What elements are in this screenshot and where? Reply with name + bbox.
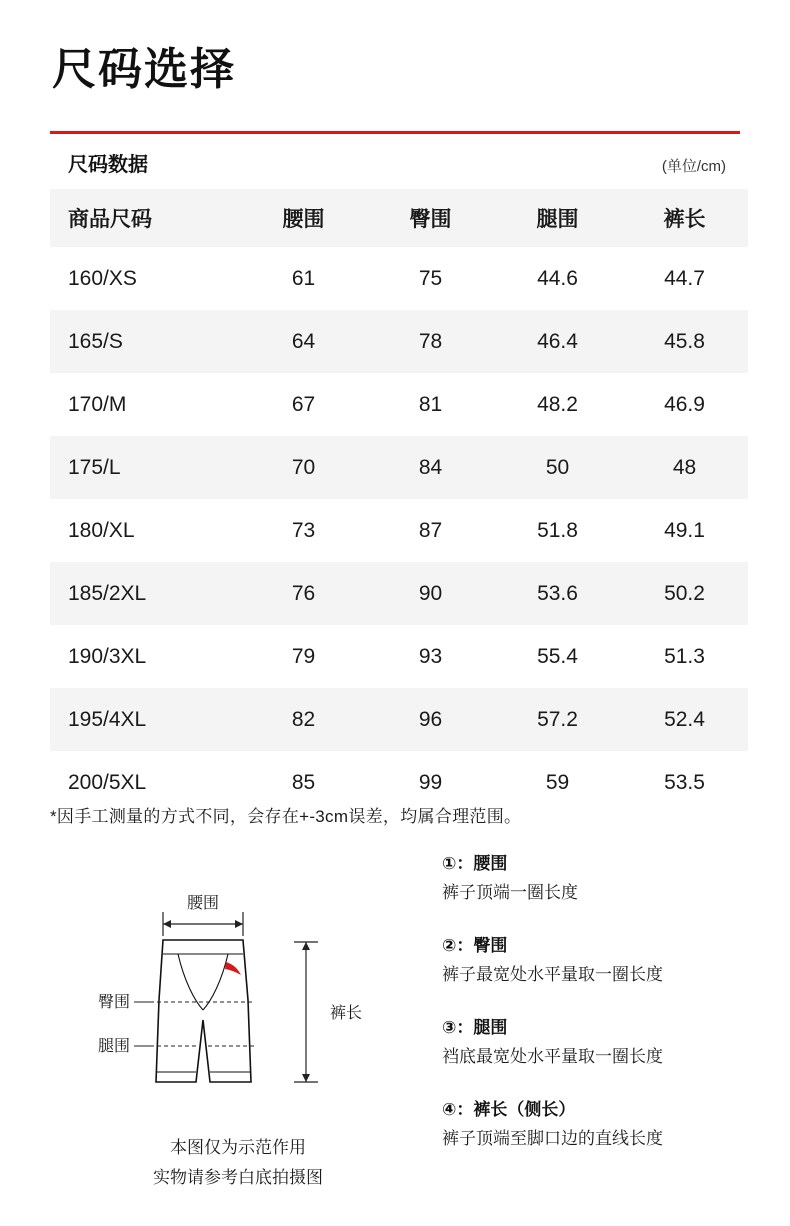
shorts-diagram-svg bbox=[58, 850, 418, 1180]
cell-size: 190/3XL bbox=[68, 644, 147, 668]
legend-desc-hip: 裤子最宽处水平量取一圈长度 bbox=[442, 965, 663, 984]
measurement-note: *因手工测量的方式不同，会存在+-3cm误差，均属合理范围。 bbox=[50, 807, 522, 826]
legend-head-leg: ③：腿围 bbox=[442, 1018, 508, 1037]
cell-length: 50.2 bbox=[664, 581, 705, 605]
legend-desc-length: 裤子顶端至脚口边的直线长度 bbox=[442, 1129, 663, 1148]
cell-length: 52.4 bbox=[664, 707, 705, 731]
cell-size: 165/S bbox=[68, 329, 123, 353]
cell-hip: 96 bbox=[418, 707, 443, 731]
cell-size: 195/4XL bbox=[68, 707, 147, 731]
cell-size: 180/XL bbox=[68, 518, 135, 542]
table-row bbox=[50, 562, 748, 625]
cell-size: 175/L bbox=[68, 455, 121, 479]
length-dimension-arrow bbox=[294, 942, 318, 1082]
hip-label: 臀围 bbox=[97, 994, 130, 1011]
cell-hip: 90 bbox=[418, 581, 443, 605]
cell-hip: 93 bbox=[418, 644, 443, 668]
cell-hip: 84 bbox=[418, 455, 443, 479]
table-row bbox=[50, 373, 748, 436]
table-row bbox=[50, 436, 748, 499]
cell-leg: 51.8 bbox=[537, 518, 578, 542]
legend-head-length: ④：裤长（侧长） bbox=[442, 1100, 576, 1119]
table-row bbox=[50, 310, 748, 373]
cell-hip: 75 bbox=[418, 266, 443, 290]
legend-desc-leg: 裆底最宽处水平量取一圈长度 bbox=[442, 1047, 663, 1066]
cell-waist: 73 bbox=[291, 518, 316, 542]
cell-waist: 82 bbox=[291, 707, 316, 731]
cell-length: 46.9 bbox=[664, 392, 705, 416]
cell-waist: 67 bbox=[291, 392, 316, 416]
cell-hip: 99 bbox=[418, 770, 443, 794]
table-caption: 尺码数据 bbox=[68, 154, 148, 176]
cell-waist: 76 bbox=[291, 581, 316, 605]
legend-item-waist bbox=[442, 850, 762, 908]
table-row bbox=[50, 499, 748, 562]
cell-size: 160/XS bbox=[68, 266, 137, 290]
cell-leg: 59 bbox=[545, 770, 570, 794]
table-caption-row bbox=[50, 134, 740, 189]
column-header-size: 商品尺码 bbox=[68, 208, 152, 231]
measurement-legend bbox=[442, 850, 762, 1178]
legend-desc-waist: 裤子顶端一圈长度 bbox=[442, 883, 578, 902]
column-header-leg: 腿围 bbox=[536, 208, 579, 231]
cell-waist: 64 bbox=[291, 329, 316, 353]
size-table bbox=[50, 189, 748, 814]
cell-leg: 50 bbox=[545, 455, 570, 479]
cell-length: 45.8 bbox=[664, 329, 705, 353]
table-row bbox=[50, 688, 748, 751]
legend-item-length bbox=[442, 1096, 762, 1154]
shorts-outline bbox=[156, 940, 251, 1082]
column-header-waist: 腰围 bbox=[282, 208, 325, 231]
cell-length: 49.1 bbox=[664, 518, 705, 542]
cell-length: 44.7 bbox=[664, 266, 705, 290]
table-body bbox=[50, 247, 748, 814]
cell-size: 185/2XL bbox=[68, 581, 147, 605]
legend-item-hip bbox=[442, 932, 762, 990]
shorts-diagram bbox=[58, 850, 418, 1180]
column-header-length: 裤长 bbox=[663, 208, 706, 231]
table-unit-label: (单位/cm) bbox=[661, 158, 726, 175]
column-header-hip: 臀围 bbox=[409, 208, 452, 231]
cell-leg: 57.2 bbox=[537, 707, 578, 731]
cell-leg: 46.4 bbox=[537, 329, 578, 353]
cell-size: 200/5XL bbox=[68, 770, 147, 794]
table-header-row bbox=[50, 189, 748, 247]
cell-waist: 70 bbox=[291, 455, 316, 479]
cell-waist: 85 bbox=[291, 770, 316, 794]
diagram-caption-line2: 实物请参考白底拍摄图 bbox=[153, 1168, 323, 1187]
diagram-caption bbox=[58, 1133, 418, 1193]
legend-head-hip: ②：臀围 bbox=[442, 936, 508, 955]
cell-hip: 81 bbox=[418, 392, 443, 416]
length-label: 裤长 bbox=[330, 1005, 363, 1022]
table-header bbox=[50, 189, 748, 247]
cell-leg: 48.2 bbox=[537, 392, 578, 416]
cell-hip: 78 bbox=[418, 329, 443, 353]
cell-waist: 79 bbox=[291, 644, 316, 668]
cell-length: 48 bbox=[672, 455, 697, 479]
cell-hip: 87 bbox=[418, 518, 443, 542]
table-row bbox=[50, 625, 748, 688]
cell-waist: 61 bbox=[291, 266, 316, 290]
leg-label: 腿围 bbox=[97, 1038, 130, 1055]
cell-leg: 53.6 bbox=[537, 581, 578, 605]
diagram-caption-line1: 本图仅为示范作用 bbox=[170, 1138, 306, 1157]
legend-item-leg bbox=[442, 1014, 762, 1072]
legend-head-waist: ①：腰围 bbox=[442, 854, 508, 873]
page-title: 尺码选择 bbox=[52, 45, 236, 94]
waist-dimension-arrow bbox=[163, 912, 243, 936]
cell-length: 53.5 bbox=[664, 770, 705, 794]
cell-leg: 44.6 bbox=[537, 266, 578, 290]
table-row bbox=[50, 247, 748, 310]
cell-length: 51.3 bbox=[664, 644, 705, 668]
cell-leg: 55.4 bbox=[537, 644, 578, 668]
waist-label: 腰围 bbox=[186, 895, 220, 912]
size-table-block bbox=[50, 131, 740, 814]
cell-size: 170/M bbox=[68, 392, 127, 416]
